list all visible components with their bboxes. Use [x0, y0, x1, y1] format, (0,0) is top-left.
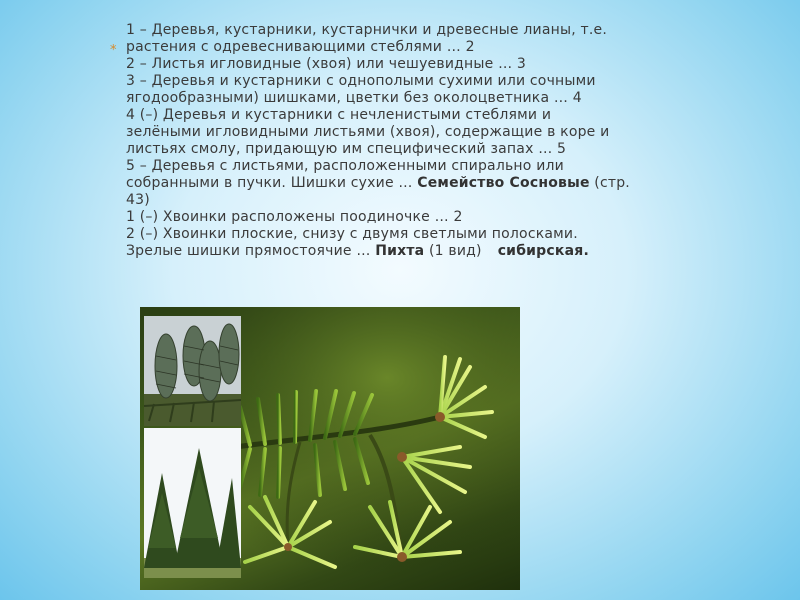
- text-line-14-pre: Зрелые шишки прямостоячие …: [126, 243, 376, 259]
- species-name: сибирская.: [497, 243, 589, 259]
- text-line-8: листьях смолу, придающую им специфический запах … 5: [126, 141, 567, 157]
- text-line-13: 2 (–) Хвоинки плоские, снизу с двумя светлыми полосками.: [126, 226, 578, 242]
- key-text-block: [112, 22, 672, 260]
- text-line-3: 2 – Листья игловидные (хвоя) или чешуевидные … 3: [126, 56, 527, 72]
- text-line-5: ягодообразными) шишками, цветки без околоцветника … 4: [126, 90, 582, 106]
- bullet-asterisk: *: [110, 43, 117, 58]
- fir-trees-image: [144, 428, 241, 578]
- text-line-9: 5 – Деревья с листьями, расположенными спирально или: [126, 158, 564, 174]
- text-line-11: 43): [126, 192, 150, 208]
- text-line-4: 3 – Деревья и кустарники с однополыми сухими или сочными: [126, 73, 596, 89]
- text-line-2: растения с одревеснивающими стеблями … 2: [126, 39, 475, 55]
- fir-cones-image: [144, 316, 241, 426]
- text-line-7: зелёными игловидными листьями (хвоя), содержащие в коре и: [126, 124, 610, 140]
- text-line-1: 1 – Деревья, кустарники, кустарнички и древесные лианы, т.е.: [126, 22, 607, 38]
- text-line-14: [112, 243, 672, 260]
- text-line-14-mid: (1 вид): [424, 243, 482, 259]
- fir-trees-photo: [144, 428, 241, 578]
- text-line-10-pre: собранными в пучки. Шишки сухие …: [126, 175, 418, 191]
- family-name: Семейство Сосновые: [417, 175, 590, 191]
- fir-cones-photo: [144, 316, 241, 426]
- text-line-12: 1 (–) Хвоинки расположены поодиночке … 2: [126, 209, 463, 225]
- text-line-10: [112, 175, 672, 192]
- genus-name: Пихта: [375, 243, 425, 259]
- text-line-10-post: (стр.: [589, 175, 630, 191]
- text-line-6: 4 (–) Деревья и кустарники с нечленистыми стеблями и: [126, 107, 552, 123]
